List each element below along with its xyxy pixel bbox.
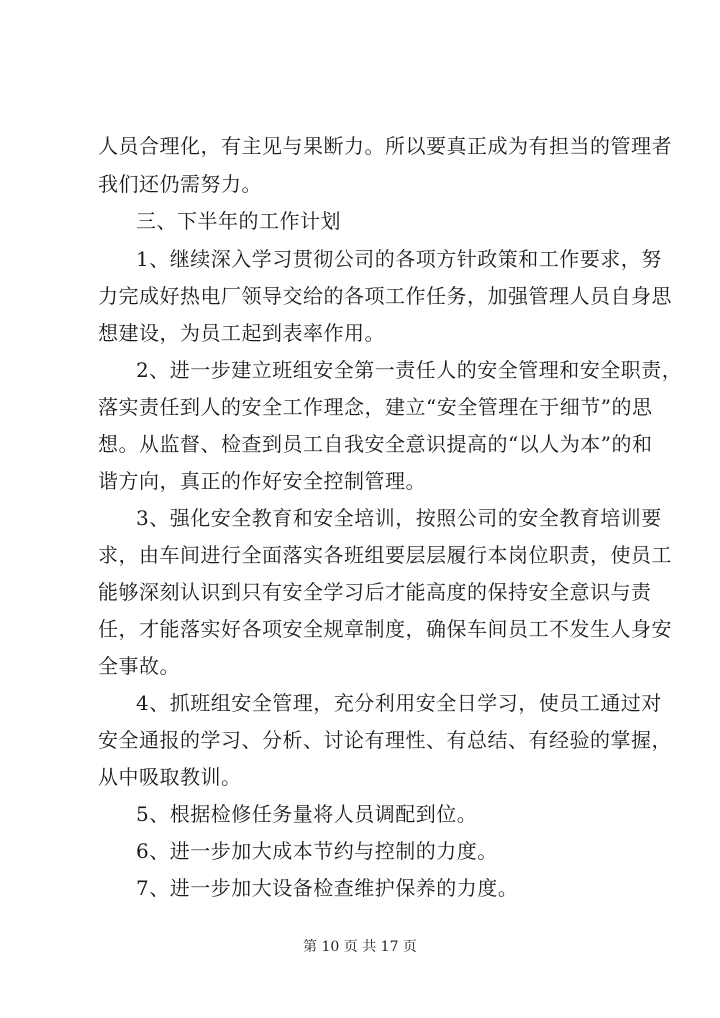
text-line: 我们还仍需努力。 [98,172,262,196]
text-line: 力完成好热电厂领导交给的各项工作任务，加强管理人员自身思 [98,284,672,308]
text-line: 人员合理化，有主见与果断力。所以要真正成为有担当的管理者 [98,134,672,158]
text-line: 5、根据检修任务量将人员调配到位。 [136,802,478,826]
text-line: 3、强化安全教育和安全培训，按照公司的安全教育培训要 [136,506,662,530]
text-line: 谐方向，真正的作好安全控制管理。 [98,469,426,493]
text-line: 从中吸取教训。 [98,765,242,789]
text-line: 7、进一步加大设备检查维护保养的力度。 [136,876,519,900]
text-line: 想。从监督、检查到员工自我安全意识提高的“以人为本”的和 [98,432,653,456]
text-line: 1、继续深入学习贯彻公司的各项方针政策和工作要求，努 [136,247,662,271]
section-heading: 三、下半年的工作计划 [136,209,341,233]
text-line: 任，才能落实好各项安全规章制度，确保车间员工不发生人身安 [98,617,672,641]
page-number-footer: 第 10 页 共 17 页 [303,939,417,955]
text-line: 全事故。 [98,654,180,678]
text-line: 想建设，为员工起到表率作用。 [98,321,385,345]
text-line: 4、抓班组安全管理，充分利用安全日学习，使员工通过对 [136,691,662,715]
text-line: 能够深刻认识到只有安全学习后才能高度的保持安全意识与责 [98,580,652,604]
text-line: 求，由车间进行全面落实各班组要层层履行本岗位职责，使员工 [98,543,672,567]
text-line: 落实责任到人的安全工作理念，建立“安全管理在于细节”的思 [98,395,653,419]
text-line: 安全通报的学习、分析、讨论有理性、有总结、有经验的掌握， [98,728,672,752]
text-line: 6、进一步加大成本节约与控制的力度。 [136,839,498,863]
text-line: 2、进一步建立班组安全第一责任人的安全管理和安全职责， [136,358,683,382]
